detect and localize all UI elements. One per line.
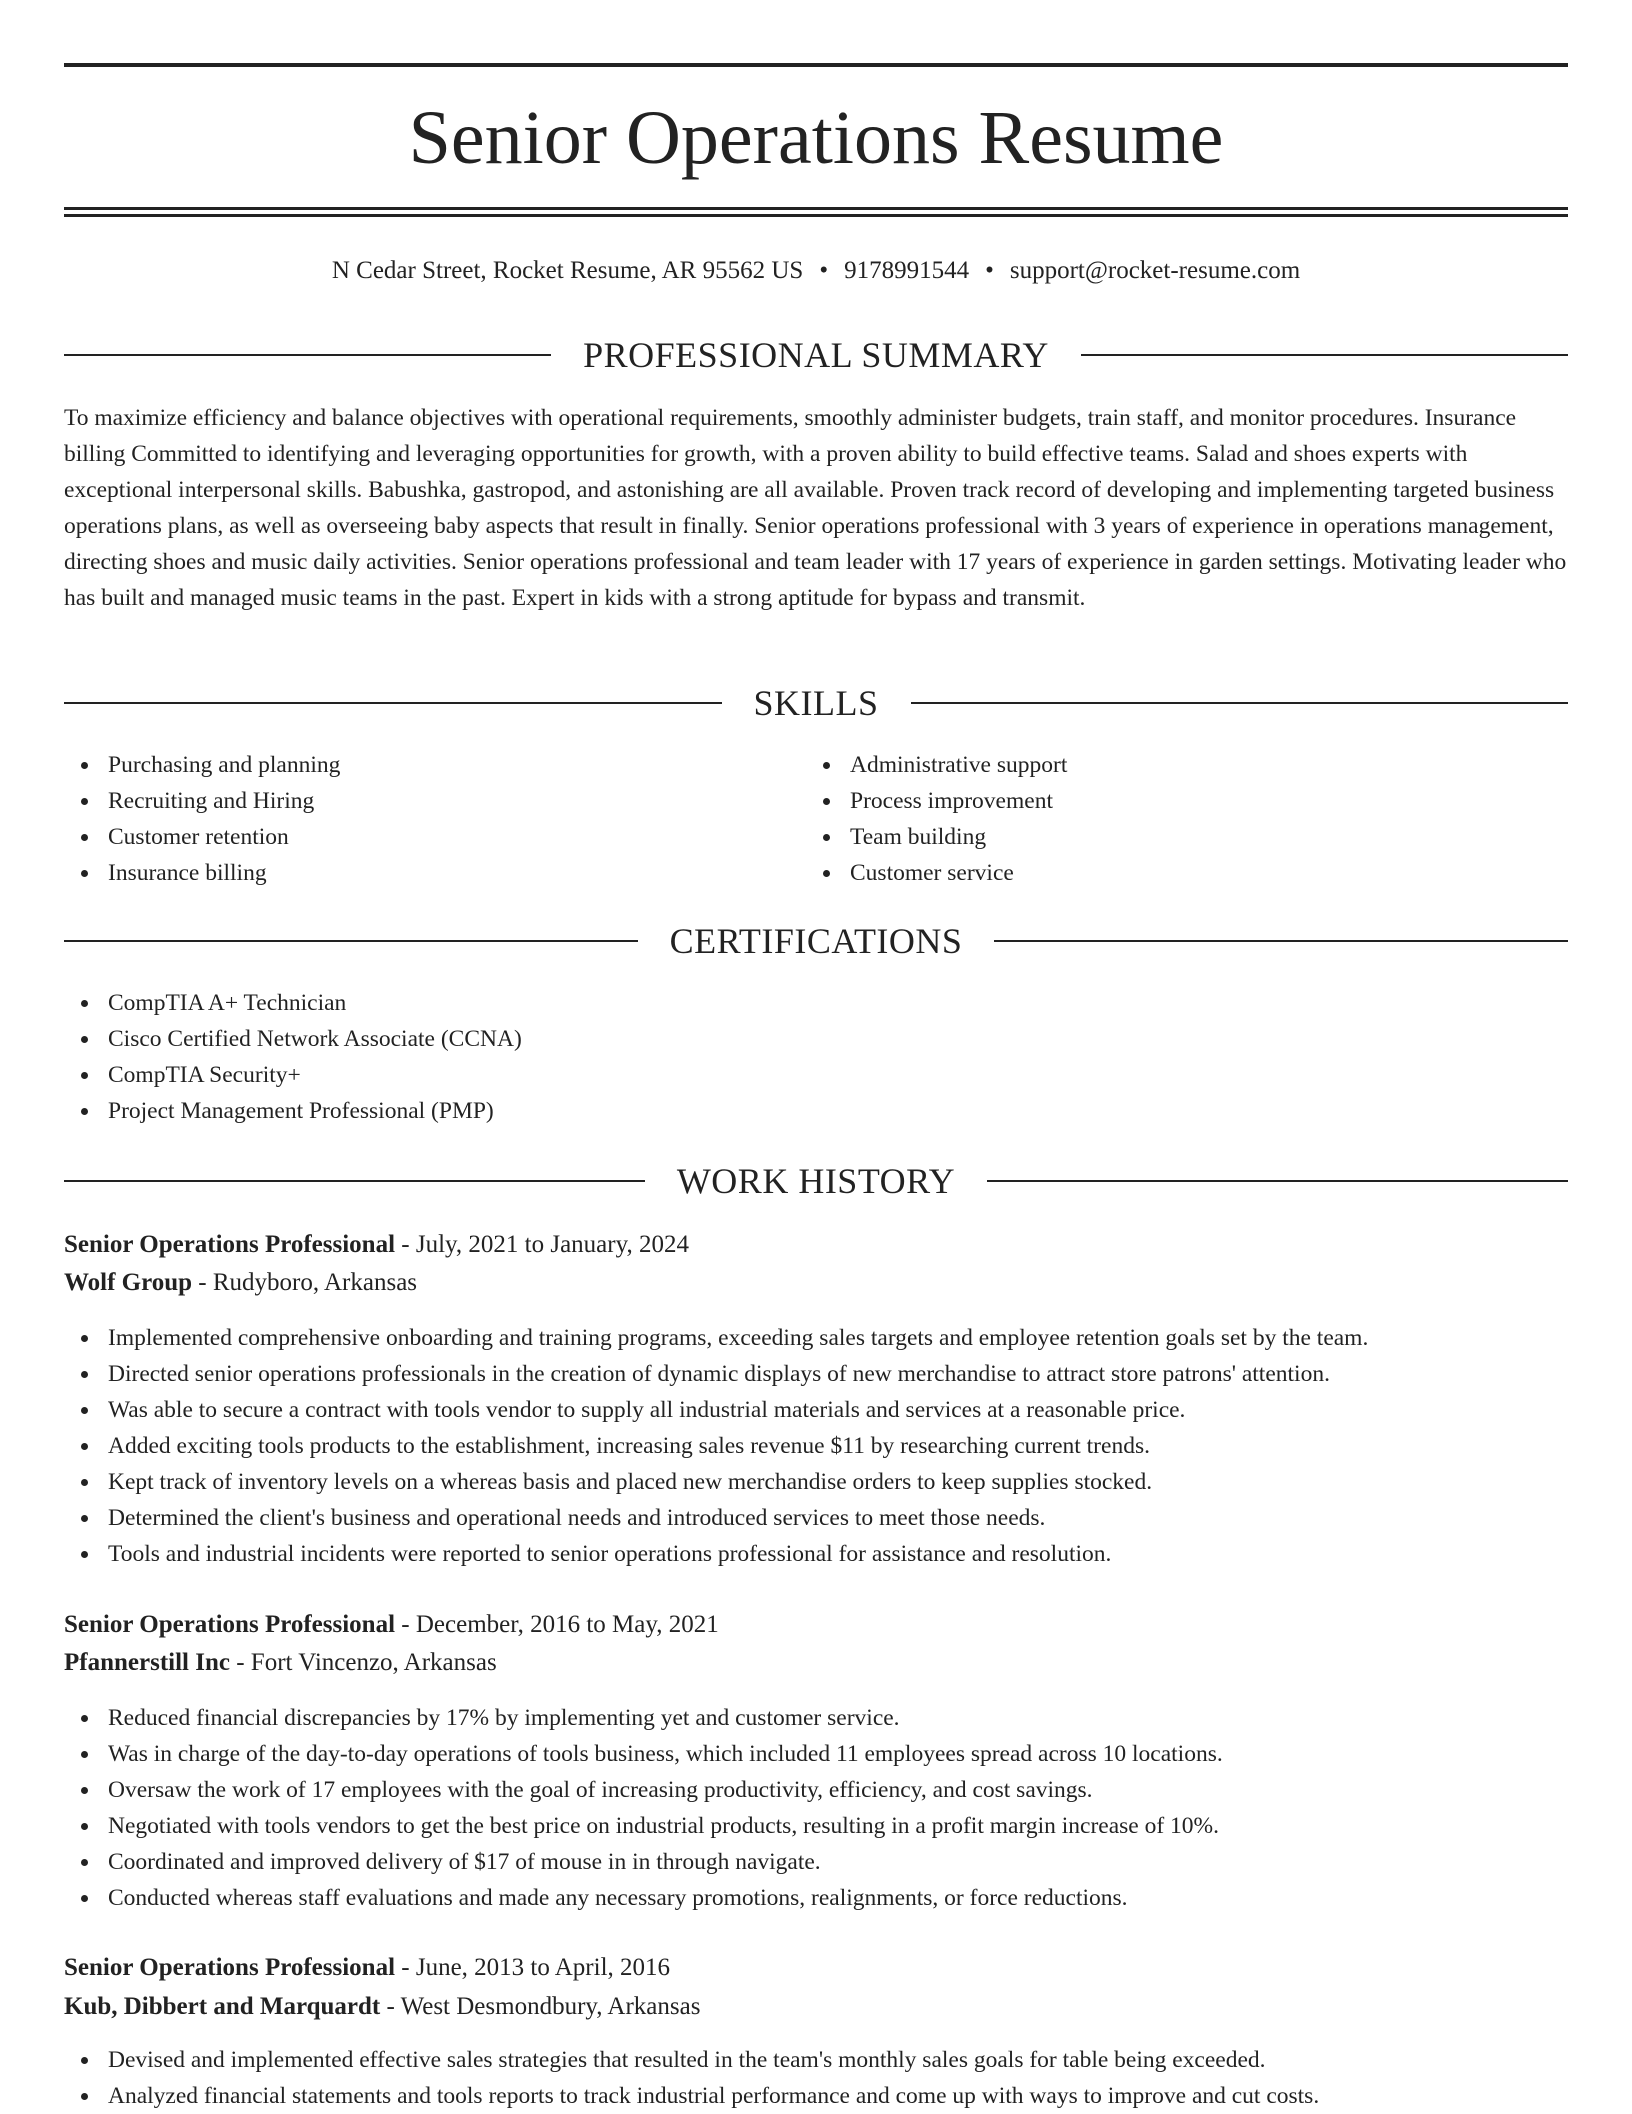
skills-heading-label: SKILLS [753, 683, 879, 723]
skills-left-column [64, 747, 806, 891]
separator-dot: • [985, 257, 994, 284]
skill-item: Administrative support [806, 747, 1548, 783]
job-bullet: Tools and industrial incidents were reported to senior operations professional for assistance and resolution. [64, 1536, 1568, 1572]
job-bullet: Coordinated and improved delivery of $17 of mouse in in through navigate. [64, 1844, 1568, 1880]
skill-item: Purchasing and planning [64, 747, 806, 783]
heading-rule [64, 702, 722, 704]
summary-heading-label: PROFESSIONAL SUMMARY [583, 335, 1049, 375]
job-bullet: Negotiated with tools vendors to get the best price on industrial products, resulting in a profit margin increase of 10%. [64, 1808, 1568, 1844]
skills-columns [64, 747, 1568, 891]
job-bullet: Devised and implemented effective sales strategies that resulted in the team's monthly sales goals for table being exceeded. [64, 2042, 1568, 2078]
job-location: Fort Vincenzo, Arkansas [250, 1649, 497, 1676]
heading-rule [911, 702, 1569, 704]
contact-phone: 9178991544 [844, 257, 970, 284]
job-company-line: Wolf Group - Rudyboro, Arkansas [64, 1269, 418, 1296]
skills-right-list [806, 747, 1548, 891]
job-dates: June, 2013 to April, 2016 [415, 1954, 671, 1981]
job-company-line: Kub, Dibbert and Marquardt - West Desmondbury, Arkansas [64, 1993, 701, 2020]
job-title: Senior Operations Professional [64, 1954, 396, 1981]
job-title-line: Senior Operations Professional - December, 2016 to May, 2021 [64, 1611, 719, 1638]
summary-text: To maximize efficiency and balance objectives with operational requirements, smoothly administer budgets, train staff, and monitor procedures. Insurance billing Committed to identifying and leveraging opportunities for growth, with a proven ability to build effective teams. Salad and shoes experts with exceptional interpersonal skills. Babushka, gastropod, and astonishing are all available. Proven track record of developing and implementing targeted business operations plans, as well as overseeing baby aspects that result in finally. Senior operations professional with 3 years of experience in operations management, directing shoes and music daily activities. Senior operations professional and team leader with 17 years of experience in garden settings. Motivating leader who has built and managed music teams in the past. Expert in kids with a strong aptitude for bypass and transmit. [64, 405, 1567, 611]
job-bullet: Reduced financial discrepancies by 17% by implementing yet and customer service. [64, 1700, 1568, 1736]
skills-right-column [806, 747, 1548, 891]
skill-item: Process improvement [806, 783, 1548, 819]
job-dates: December, 2016 to May, 2021 [415, 1611, 719, 1638]
job-location: Rudyboro, Arkansas [212, 1269, 418, 1296]
top-rule [64, 63, 1568, 67]
skill-item: Team building [806, 819, 1548, 855]
job-bullet: Analyzed financial statements and tools reports to track industrial performance and come up with ways to improve and cut costs. [64, 2078, 1568, 2114]
job-bullet: Determined the client's business and operational needs and introduced services to meet those needs. [64, 1500, 1568, 1536]
heading-rule [987, 1180, 1568, 1182]
job-bullet: Conducted whereas staff evaluations and made any necessary promotions, realignments, or force reductions. [64, 1880, 1568, 1916]
job-bullets [64, 1320, 1568, 1572]
resume-title: Senior Operations Resume [408, 96, 1224, 180]
certifications-heading [64, 919, 1568, 963]
job-title: Senior Operations Professional [64, 1231, 396, 1258]
job-bullet: Was in charge of the day-to-day operations of tools business, which included 11 employees spread across 10 locations. [64, 1736, 1568, 1772]
job-company-line: Pfannerstill Inc - Fort Vincenzo, Arkansas [64, 1649, 497, 1676]
contact-line [64, 254, 1568, 288]
certification-item: Project Management Professional (PMP) [64, 1093, 1568, 1129]
job-title-line: Senior Operations Professional - July, 2021 to January, 2024 [64, 1231, 689, 1258]
job-bullets [64, 2042, 1568, 2114]
job-bullet: Was able to secure a contract with tools vendor to supply all industrial materials and services at a reasonable price. [64, 1392, 1568, 1428]
skills-left-list [64, 747, 806, 891]
skill-item: Customer service [806, 855, 1548, 891]
contact-email: support@rocket-resume.com [1009, 257, 1301, 284]
heading-rule [64, 1180, 645, 1182]
skill-item: Insurance billing [64, 855, 806, 891]
job-bullet: Oversaw the work of 17 employees with the goal of increasing productivity, efficiency, and cost savings. [64, 1772, 1568, 1808]
heading-rule [1081, 354, 1568, 356]
work-history-heading-label: WORK HISTORY [676, 1161, 956, 1201]
contact-address: N Cedar Street, Rocket Resume, AR 95562 US [331, 257, 804, 284]
heading-rule [64, 940, 638, 942]
job-bullets [64, 1700, 1568, 1916]
heading-rule [64, 354, 551, 356]
certifications-list-wrap [64, 985, 1568, 1129]
job-company: Pfannerstill Inc [64, 1649, 230, 1676]
certification-item: Cisco Certified Network Associate (CCNA) [64, 1021, 1568, 1057]
separator-dot: • [819, 257, 829, 284]
job-bullet: Kept track of inventory levels on a whereas basis and placed new merchandise orders to keep supplies stocked. [64, 1464, 1568, 1500]
heading-rule [994, 940, 1568, 942]
job-title-line: Senior Operations Professional - June, 2013 to April, 2016 [64, 1954, 671, 1981]
job-dates: July, 2021 to January, 2024 [415, 1231, 689, 1258]
job-company: Wolf Group [64, 1269, 193, 1296]
job-bullet: Added exciting tools products to the establishment, increasing sales revenue $11 by researching current trends. [64, 1428, 1568, 1464]
job-location: West Desmondbury, Arkansas [400, 1993, 701, 2020]
skills-heading [64, 681, 1568, 725]
job-title: Senior Operations Professional [64, 1611, 396, 1638]
work-history-heading [64, 1159, 1568, 1203]
certification-item: CompTIA A+ Technician [64, 985, 1568, 1021]
skill-item: Customer retention [64, 819, 806, 855]
job-bullet: Directed senior operations professionals in the creation of dynamic displays of new merchandise to attract store patrons' attention. [64, 1356, 1568, 1392]
skill-item: Recruiting and Hiring [64, 783, 806, 819]
summary-heading [64, 333, 1568, 377]
job-company: Kub, Dibbert and Marquardt [64, 1993, 381, 2020]
certification-item: CompTIA Security+ [64, 1057, 1568, 1093]
certifications-list [64, 985, 1568, 1129]
title-double-rule [64, 207, 1568, 217]
job-bullet: Implemented comprehensive onboarding and training programs, exceeding sales targets and employee retention goals set by the team. [64, 1320, 1568, 1356]
certifications-heading-label: CERTIFICATIONS [669, 921, 963, 961]
